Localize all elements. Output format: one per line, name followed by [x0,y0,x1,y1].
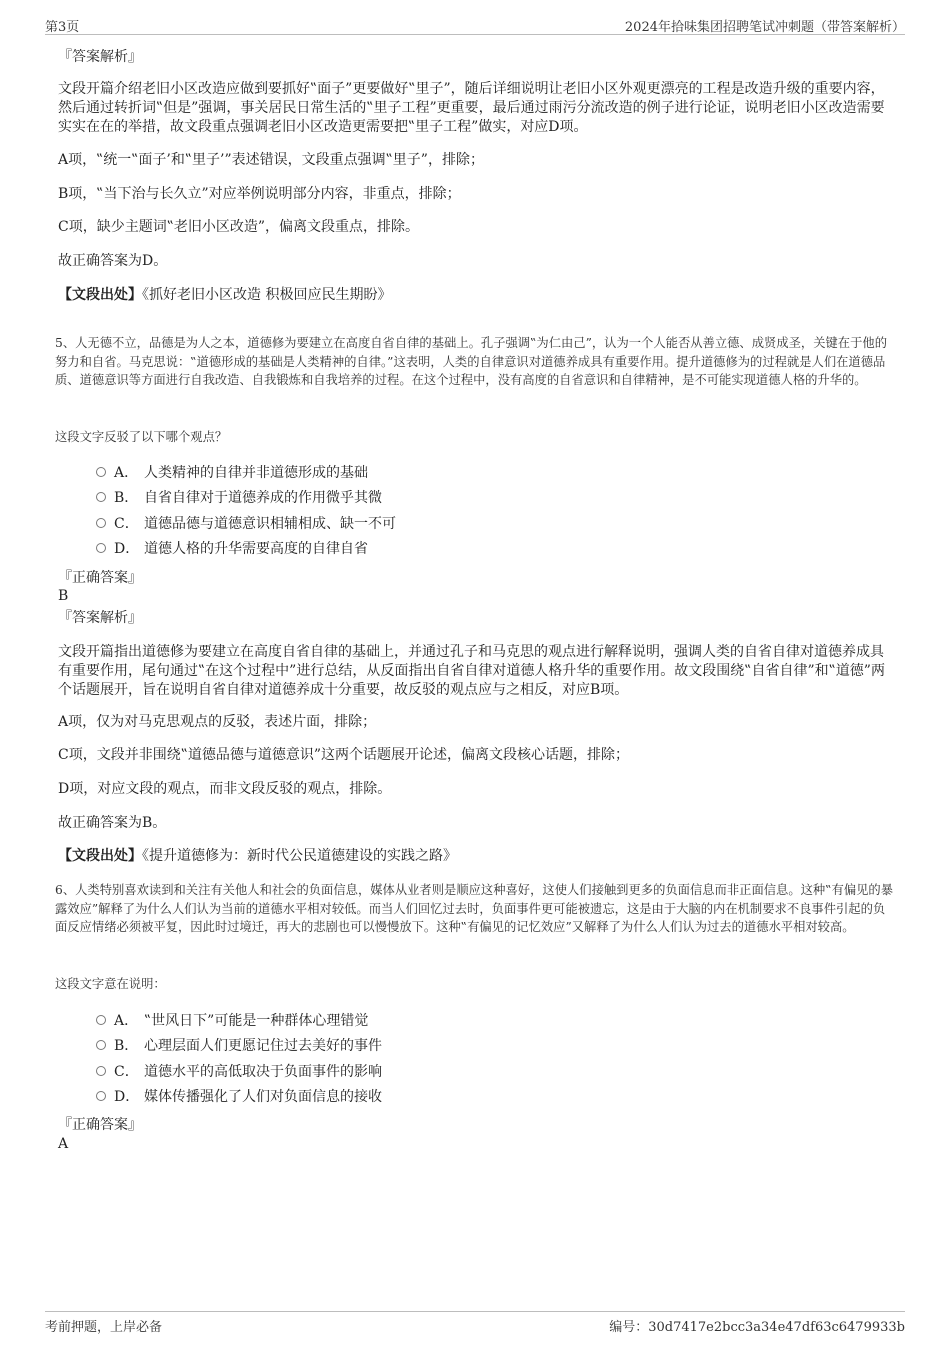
q4-source-label: 【文段出处】 [58,287,142,303]
serial-value: 30d7417e2bcc3a34e47df63c6479933b [648,1320,905,1335]
q6-answer-label: 『正确答案』 [58,1117,142,1133]
radio-icon[interactable] [96,518,106,528]
option-text: 人类精神的自律并非道德形成的基础 [144,465,368,481]
q5-note-c: C项，文段并非围绕‟道德品德与道德意识”这两个话题展开论述，偏离文段核心话题，排除； [58,747,630,763]
q5-answer-label: 『正确答案』 [58,570,142,586]
radio-icon[interactable] [96,492,106,502]
q6-option-b[interactable] [96,1036,382,1056]
page-number: 第3页 [45,20,80,35]
q6-answer: A [58,1136,69,1152]
q5-prompt: 这段文字反驳了以下哪个观点？ [55,430,228,444]
q5-stem: 5、人无德不立，品德是为人之本，道德修为要建立在高度自省自律的基础上。孔子强调‟为仁由己”，认为一个人能否从善立德、成贤成圣，关键在于他的努力和自省。马克思说：‟道德形成的基础是人类精神的自律。”这表明，人类的自律意识对道德养成具有重要作用。提升道德修为的过程就是人们在道德品质、道德意识等方面进行自我改造、自我锻炼和自我培养的过程。在这个过程中，没有高度的自省意识和自律精神，是不可能实现道德人格的升华的。 [55,336,887,387]
q5-analysis-text: 文段开篇指出道德修为要建立在高度自省自律的基础上，并通过孔子和马克思的观点进行解释说明，强调人类的自省自律对道德养成具有重要作用，尾句通过‟在这个过程中”进行总结，从反面指出自省自律对道德人格升华的重要作用。故文段围绕‟自省自律”和‟道德”两个话题展开，旨在说明自省自律对道德养成十分重要，故反驳的观点应与之相反，对应B项。 [58,644,885,698]
q4-note-a: A项，‟统一‟面子’和‟里子’”表述错误，文段重点强调‟里子”，排除； [58,152,484,168]
q6-stem: 6、人类特别喜欢读到和关注有关他人和社会的负面信息，媒体从业者则是顺应这种喜好，这使人们接触到更多的负面信息而非正面信息。这种‟有偏见的暴露效应”解释了为什么人们认为当前的道德水平相对较低。而当人们回忆过去时，负面事件更可能被遗忘，这是由于大脑的内在机制要求不良事件引起的负面反应情绪必须被平复，因此时过境迁，再大的悲剧也可以慢慢放下。这种‟有偏见的记忆效应”又解释了为什么人们认为过去的道德水平相对较高。 [55,883,894,934]
q5-option-d[interactable] [96,539,368,559]
page-footer [45,1311,905,1334]
q6-option-c[interactable] [96,1062,382,1082]
radio-icon[interactable] [96,1015,106,1025]
q4-conclusion: 故正确答案为D。 [58,253,168,269]
q4-source [58,286,896,305]
option-key: B． [114,490,139,506]
radio-icon[interactable] [96,1066,106,1076]
radio-icon[interactable] [96,543,106,553]
q5-option-c[interactable] [96,514,396,534]
option-key: B． [114,1038,139,1054]
q4-source-text: 《抓好老旧小区改造 积极回应民生期盼》 [142,287,392,303]
q5-option-a[interactable] [96,463,368,483]
q4-note-c: C项，缺少主题词‟老旧小区改造”，偏离文段重点，排除。 [58,219,420,235]
q4-analysis-label: 『答案解析』 [58,49,142,65]
option-key: C． [114,1064,139,1080]
footer-slogan: 考前押题，上岸必备 [45,1320,163,1335]
q5-note-d: D项，对应文段的观点，而非文段反驳的观点，排除。 [58,781,392,797]
q5-answer: B [58,588,69,604]
radio-icon[interactable] [96,467,106,477]
option-text: 道德品德与道德意识相辅相成、缺一不可 [144,516,396,532]
option-text: 道德人格的升华需要高度的自律自省 [144,541,368,557]
q4-note-b: B项，‟当下治与长久立”对应举例说明部分内容，非重点，排除； [58,186,461,202]
page-header [45,14,905,35]
q5-source-label: 【文段出处】 [58,848,142,864]
option-text: 道德水平的高低取决于负面事件的影响 [144,1064,382,1080]
option-text: 媒体传播强化了人们对负面信息的接收 [144,1089,382,1105]
option-key: D． [114,541,140,557]
serial-label: 编号： [609,1320,649,1335]
option-key: D． [114,1089,140,1105]
option-text: 自省自律对于道德养成的作用微乎其微 [144,490,382,506]
q5-source-text: 《提升道德修为：新时代公民道德建设的实践之路》 [142,848,457,864]
q5-option-b[interactable] [96,488,382,508]
q6-prompt: 这段文字意在说明： [55,977,166,991]
q5-conclusion: 故正确答案为B。 [58,815,167,831]
option-key: C． [114,516,139,532]
q4-analysis-text: 文段开篇介绍老旧小区改造应做到要抓好‟面子”更要做好‟里子”，随后详细说明让老旧小区外观更漂亮的工程是改造升级的重要内容，然后通过转折词‟但是”强调，事关居民日常生活的‟里子工程”更重要，最后通过雨污分流改造的例子进行论证，说明老旧小区改造需要实实在在的举措，故文段重点强调老旧小区改造更需要把‟里子工程”做实，对应D项。 [58,81,885,135]
document-title: 2024年拾味集团招聘笔试冲刺题（带答案解析） [624,20,905,35]
q5-analysis-label: 『答案解析』 [58,610,142,626]
option-key: A． [114,1013,139,1029]
q5-source [58,847,896,866]
radio-icon[interactable] [96,1040,106,1050]
q5-note-a: A项，仅为对马克思观点的反驳，表述片面，排除； [58,714,377,730]
document-serial [609,1316,905,1335]
option-key: A． [114,465,139,481]
option-text: 心理层面人们更愿记住过去美好的事件 [144,1038,382,1054]
q6-option-a[interactable] [96,1011,368,1031]
q6-option-d[interactable] [96,1087,382,1107]
option-text: ‟世风日下”可能是一种群体心理错觉 [144,1013,369,1029]
radio-icon[interactable] [96,1091,106,1101]
